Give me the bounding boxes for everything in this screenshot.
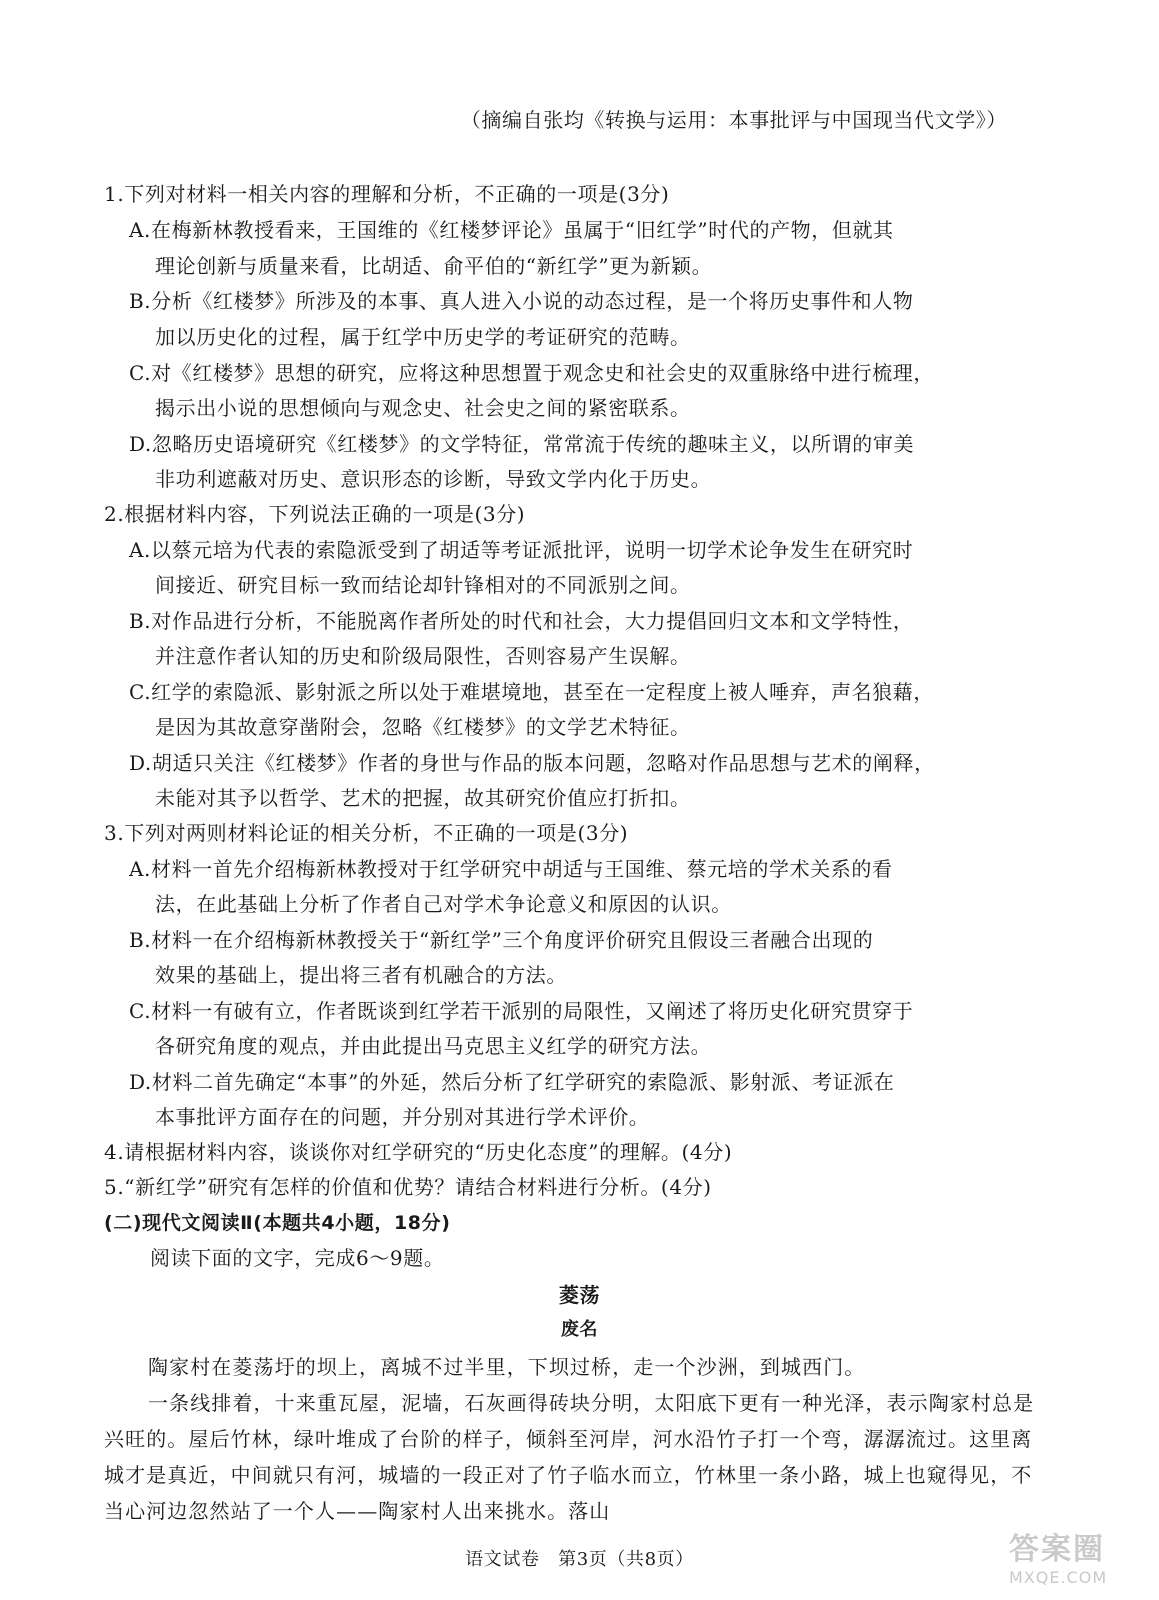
passage-paragraph-1: 陶家村在菱荡圩的坝上，离城不过半里，下坝过桥，走一个沙洲，到城西门。 [148,1355,866,1379]
q2-option-b-cont: 并注意作者认知的历史和阶级局限性，否则容易产生误解。 [155,644,691,668]
q2-option-a-cont: 间接近、研究目标一致而结论却针锋相对的不同派别之间。 [155,573,691,597]
q3-option-b-cont: 效果的基础上，提出将三者有机融合的方法。 [155,963,567,987]
passage-title: 菱荡 [558,1283,601,1307]
q3-option-c-cont: 各研究角度的观点，并由此提出马克思主义红学的研究方法。 [155,1034,712,1058]
q2-option-c: C.红学的索隐派、影射派之所以处于难堪境地，甚至在一定程度上被人唾弃，声名狼藉， [129,680,934,704]
q2-option-d-cont: 未能对其予以哲学、艺术的把握，故其研究价值应打折扣。 [155,786,691,810]
q3-option-a-cont: 法，在此基础上分析了作者自己对学术争论意义和原因的认识。 [155,892,732,916]
watermark-text: MXQE.COM [1009,1568,1108,1587]
section-instruction: 阅读下面的文字，完成6～9题。 [150,1246,445,1270]
question-3-stem: 3.下列对两则材料论证的相关分析，不正确的一项是(3分) [104,821,629,845]
question-5: 5.“新红学”研究有怎样的价值和优势？请结合材料进行分析。(4分) [104,1175,712,1199]
watermark-logo [1009,1524,1139,1587]
q3-option-d: D.材料二首先确定“本事”的外延，然后分析了红学研究的索隐派、影射派、考证派在 [129,1070,895,1094]
q1-option-d: D.忽略历史语境研究《红楼梦》的文学特征，常常流于传统的趣味主义，以所谓的审美 [129,432,915,456]
q2-option-d: D.胡适只关注《红楼梦》作者的身世与作品的版本问题，忽略对作品思想与艺术的阐释， [129,751,935,775]
q3-option-d-cont: 本事批评方面存在的问题，并分别对其进行学术评价。 [155,1105,650,1129]
passage-paragraph-2: 一条线排着，十来重瓦屋，泥墙，石灰画得砖块分明，太阳底下更有一种光泽，表示陶家村总是兴旺的。屋后竹林，绿叶堆成了台阶的样子，倾斜至河岸，河水沿竹子打一个弯，潺潺流过。这里离城才是真近，中间就只有河，城墙的一段正对了竹子临水而立，竹林里一条小路，城上也窥得见，不当心河边忽然站了一个人——陶家村人出来挑水。落山 [104,1391,1035,1523]
source-citation: （摘编自张均《转换与运用：本事批评与中国现当代文学》） [460,108,1007,132]
question-2-stem: 2.根据材料内容，下列说法正确的一项是(3分) [104,502,526,526]
q3-option-c: C.材料一有破有立，作者既谈到红学若干派别的局限性，又阐述了将历史化研究贯穿于 [129,999,914,1023]
q1-option-a: A.在梅新林教授看来，王国维的《红楼梦评论》虽属于“旧红学”时代的产物，但就其 [129,218,894,242]
question-1-stem: 1.下列对材料一相关内容的理解和分析，不正确的一项是(3分) [104,182,670,206]
q1-option-c: C.对《红楼梦》思想的研究，应将这种思想置于观念史和社会史的双重脉络中进行梳理， [129,361,934,385]
q1-option-d-cont: 非功利遮蔽对历史、意识形态的诊断，导致文学内化于历史。 [155,467,712,491]
passage-author: 废名 [560,1319,599,1340]
q3-option-a: A.材料一首先介绍梅新林教授对于红学研究中胡适与王国维、蔡元培的学术关系的看 [129,857,893,881]
q1-option-c-cont: 揭示出小说的思想倾向与观念史、社会史之间的紧密联系。 [155,396,691,420]
q2-option-b: B.对作品进行分析，不能脱离作者所处的时代和社会，大力提倡回归文本和文学特性， [129,609,914,633]
page-footer: 语文试卷 第3页（共8页） [465,1549,694,1570]
q1-option-b: B.分析《红楼梦》所涉及的本事、真人进入小说的动态过程，是一个将历史事件和人物 [129,289,914,313]
question-4: 4.请根据材料内容，谈谈你对红学研究的“历史化态度”的理解。(4分) [104,1140,733,1164]
q1-option-b-cont: 加以历史化的过程，属于红学中历史学的考证研究的范畴。 [155,325,691,349]
q3-option-b: B.材料一在介绍梅新林教授关于“新红学”三个角度评价研究且假设三者融合出现的 [129,928,874,952]
q2-option-a: A.以蔡元培为代表的索隐派受到了胡适等考证派批评，说明一切学术论争发生在研究时 [129,538,914,562]
q1-option-a-cont: 理论创新与质量来看，比胡适、俞平伯的“新红学”更为新颖。 [155,254,713,278]
watermark-mark: 答案圈 [1009,1532,1105,1567]
q2-option-c-cont: 是因为其故意穿凿附会，忽略《红楼梦》的文学艺术特征。 [155,715,691,739]
section-heading: (二)现代文阅读Ⅱ(本题共4小题，18分) [104,1212,451,1234]
